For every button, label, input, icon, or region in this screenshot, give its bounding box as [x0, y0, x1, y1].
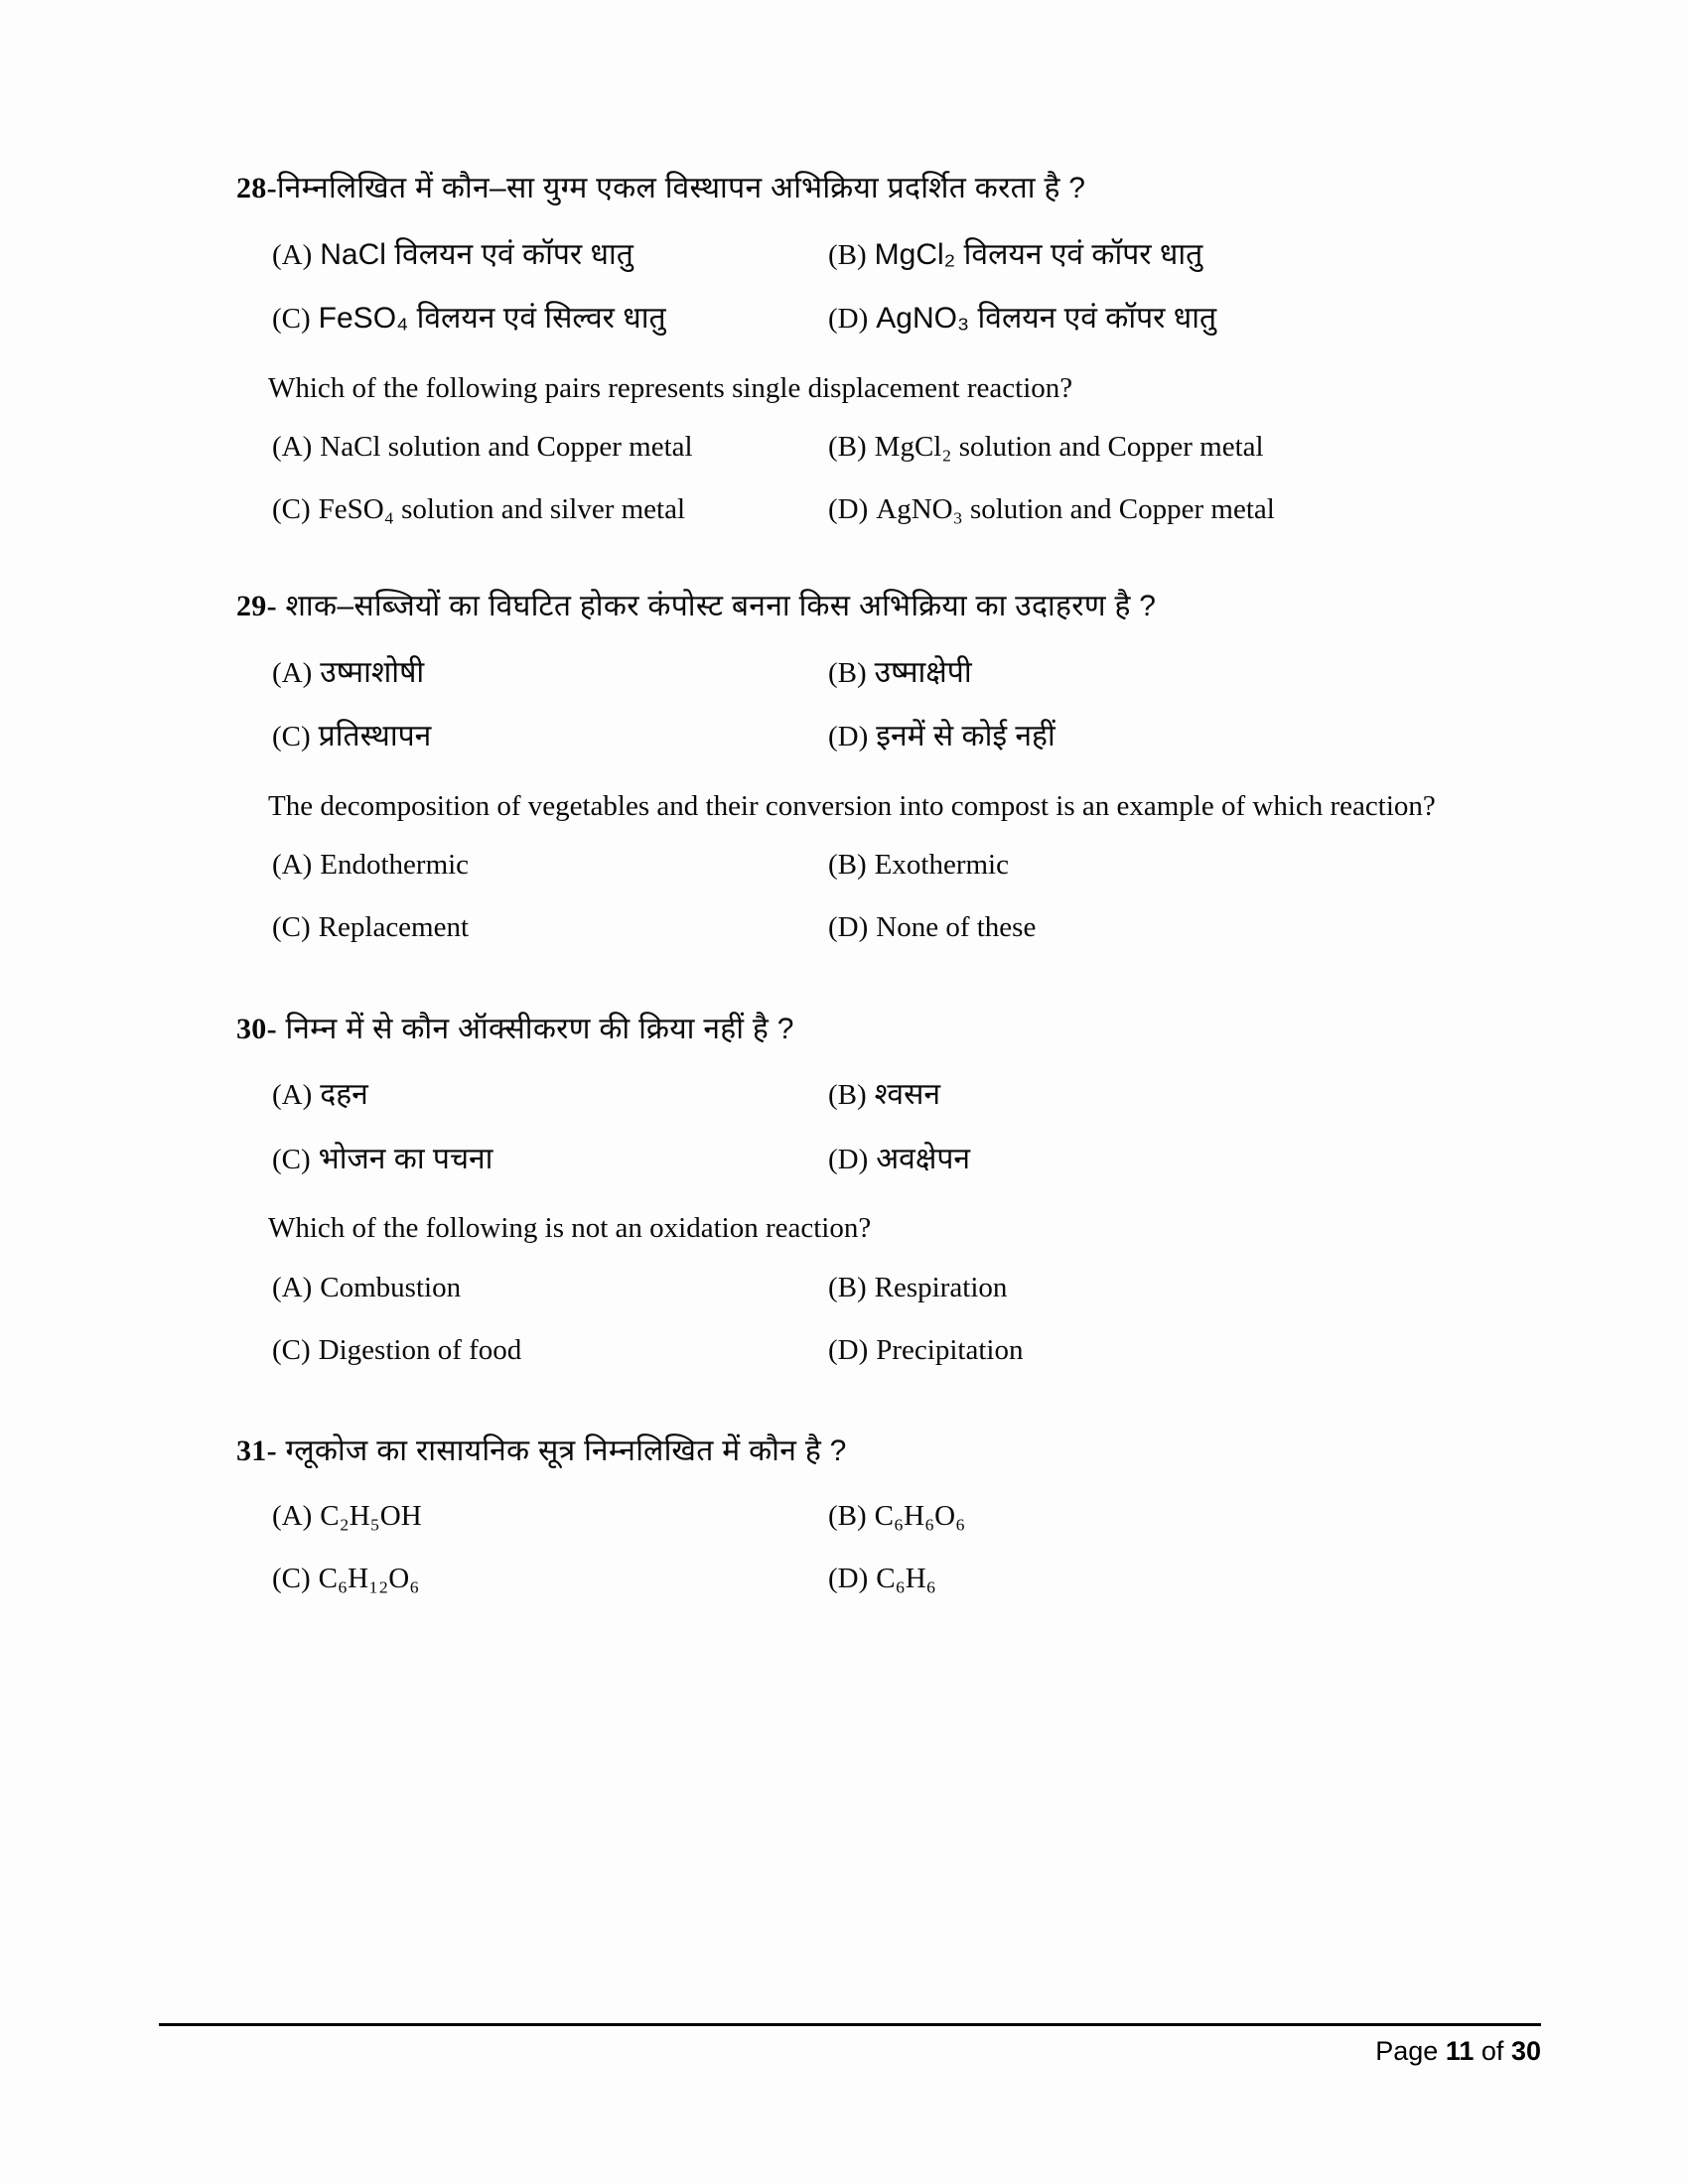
option-29-hindi-d[interactable] [828, 717, 1458, 757]
footer-page-middle: of [1480, 2036, 1504, 2066]
option-label: (C) [272, 721, 311, 753]
question-block-28 [236, 169, 1458, 529]
question-block-31 [236, 1432, 1458, 1599]
option-text: अवक्षेपन [876, 1142, 971, 1175]
option-label: (C) [272, 493, 311, 526]
option-text: C₆H₁₂O₆ [318, 1563, 420, 1595]
option-31-d[interactable] [828, 1560, 1458, 1598]
option-30-english-a[interactable] [272, 1269, 828, 1307]
question-list [236, 169, 1458, 1605]
page-number-indicator [159, 2026, 1541, 2067]
option-label: (A) [272, 656, 313, 689]
option-text: MgCl₂ solution and Copper metal [874, 431, 1264, 463]
option-text: Endothermic [320, 849, 470, 882]
option-29-english-c[interactable] [272, 908, 828, 947]
option-text: इनमें से कोई नहीं [876, 720, 1055, 753]
question-31-hindi-text [236, 1432, 1458, 1472]
option-label: (C) [272, 303, 311, 335]
option-label: (C) [272, 1333, 311, 1366]
option-28-hindi-a[interactable] [272, 235, 828, 276]
option-30-hindi-b[interactable] [828, 1075, 1458, 1116]
option-text: Combustion [320, 1271, 462, 1303]
option-label: (A) [272, 849, 313, 882]
option-text: NaCl solution and Copper metal [320, 431, 693, 463]
footer-page-prefix: Page [1375, 2036, 1439, 2066]
option-label: (D) [828, 1333, 869, 1366]
option-text: AgNO₃ solution and Copper metal [876, 493, 1275, 526]
question-28-number: 28- [236, 172, 277, 205]
option-label: (C) [272, 1143, 311, 1175]
option-28-hindi-d[interactable] [828, 299, 1458, 340]
option-text: उष्माक्षेपी [874, 655, 972, 689]
option-29-english-a[interactable] [272, 846, 828, 885]
option-text: MgCl₂ विलयन एवं कॉपर धातु [874, 237, 1203, 271]
option-text: NaCl विलयन एवं कॉपर धातु [320, 237, 633, 271]
question-28-english-options [272, 428, 1458, 529]
option-label: (B) [828, 1500, 867, 1533]
question-block-29 [236, 587, 1458, 947]
question-29-english-text: The decomposition of vegetables and their conversion into compost is an example of which reaction? [268, 789, 1436, 822]
option-label: (D) [828, 493, 869, 526]
option-label: (B) [828, 1079, 867, 1112]
question-29-number: 29- [236, 590, 277, 623]
option-text: FeSO₄ solution and silver metal [318, 493, 686, 526]
option-label: (D) [828, 1143, 869, 1175]
option-text: C₆H₆ [876, 1563, 936, 1595]
option-28-hindi-b[interactable] [828, 235, 1458, 276]
option-text: श्वसन [874, 1078, 941, 1112]
option-label: (D) [828, 303, 869, 335]
option-text: Precipitation [876, 1333, 1024, 1366]
option-text: AgNO₃ विलयन एवं कॉपर धातु [876, 302, 1217, 335]
option-text: None of these [876, 911, 1037, 944]
option-text: उष्माशोषी [320, 655, 425, 689]
footer-page-number: 11 [1445, 2036, 1475, 2066]
option-30-english-b[interactable] [828, 1269, 1458, 1307]
option-31-b[interactable] [828, 1497, 1458, 1536]
option-30-hindi-c[interactable] [272, 1140, 828, 1180]
option-29-hindi-b[interactable] [828, 653, 1458, 694]
question-28-hindi-body: निम्नलिखित में कौन–सा युग्म एकल विस्थापन अभिक्रिया प्रदर्शित करता है ? [276, 172, 1086, 205]
option-text: भोजन का पचना [318, 1142, 493, 1175]
question-30-hindi-body: निम्न में से कौन ऑक्सीकरण की क्रिया नहीं है ? [285, 1012, 794, 1045]
question-31-number: 31- [236, 1433, 277, 1467]
option-29-hindi-a[interactable] [272, 653, 828, 694]
option-28-hindi-c[interactable] [272, 299, 828, 340]
option-text: C₆H₆O₆ [874, 1500, 966, 1533]
question-28-hindi-text [236, 169, 1458, 209]
option-31-c[interactable] [272, 1560, 828, 1598]
option-28-english-d[interactable] [828, 490, 1458, 529]
option-29-hindi-c[interactable] [272, 717, 828, 757]
question-30-hindi-options [272, 1075, 1458, 1179]
option-label: (A) [272, 1500, 313, 1533]
question-30-hindi-text [236, 1010, 1458, 1050]
option-29-english-d[interactable] [828, 908, 1458, 947]
option-label: (C) [272, 911, 311, 944]
footer-page-total: 30 [1510, 2036, 1541, 2066]
question-29-hindi-options [272, 653, 1458, 757]
option-label: (B) [828, 431, 867, 463]
option-text: दहन [320, 1078, 368, 1112]
option-text: FeSO₄ विलयन एवं सिल्वर धातु [318, 302, 666, 335]
question-block-30 [236, 1010, 1458, 1370]
option-label: (B) [828, 849, 867, 882]
option-29-english-b[interactable] [828, 846, 1458, 885]
option-label: (C) [272, 1563, 311, 1595]
option-label: (B) [828, 238, 867, 271]
option-label: (A) [272, 431, 313, 463]
question-29-hindi-text [236, 587, 1458, 627]
option-text: प्रतिस्थापन [318, 720, 432, 753]
option-30-english-c[interactable] [272, 1331, 828, 1370]
option-label: (D) [828, 1563, 869, 1595]
question-30-english-options [272, 1269, 1458, 1370]
option-text: Digestion of food [318, 1333, 522, 1366]
option-text: Replacement [318, 911, 470, 944]
option-label: (D) [828, 911, 869, 944]
option-30-english-d[interactable] [828, 1331, 1458, 1370]
option-label: (B) [828, 656, 867, 689]
question-31-hindi-body: ग्लूकोज का रासायनिक सूत्र निम्नलिखित में कौन है ? [285, 1433, 847, 1467]
question-30-number: 30- [236, 1012, 277, 1045]
option-label: (A) [272, 1079, 313, 1112]
option-label: (B) [828, 1271, 867, 1303]
option-text: Respiration [874, 1271, 1008, 1303]
option-31-a[interactable] [272, 1497, 828, 1536]
question-29-english-options [272, 846, 1458, 947]
option-30-hindi-d[interactable] [828, 1140, 1458, 1180]
option-text: Exothermic [874, 849, 1009, 882]
option-30-hindi-a[interactable] [272, 1075, 828, 1116]
option-text: C₂H₅OH [320, 1500, 422, 1533]
question-28-english-text: Which of the following pairs represents single displacement reaction? [268, 371, 1073, 404]
question-28-hindi-options [272, 235, 1458, 340]
option-28-english-b[interactable] [828, 428, 1458, 467]
question-31-options [272, 1497, 1458, 1598]
option-label: (A) [272, 238, 313, 271]
question-30-english-text: Which of the following is not an oxidation reaction? [268, 1212, 872, 1245]
option-label: (A) [272, 1271, 313, 1303]
option-label: (D) [828, 721, 869, 753]
option-28-english-a[interactable] [272, 428, 828, 467]
option-28-english-c[interactable] [272, 490, 828, 529]
question-29-hindi-body: शाक–सब्जियों का विघटित होकर कंपोस्ट बनना किस अभिक्रिया का उदाहरण है ? [285, 590, 1157, 623]
page-footer [159, 2023, 1541, 2067]
